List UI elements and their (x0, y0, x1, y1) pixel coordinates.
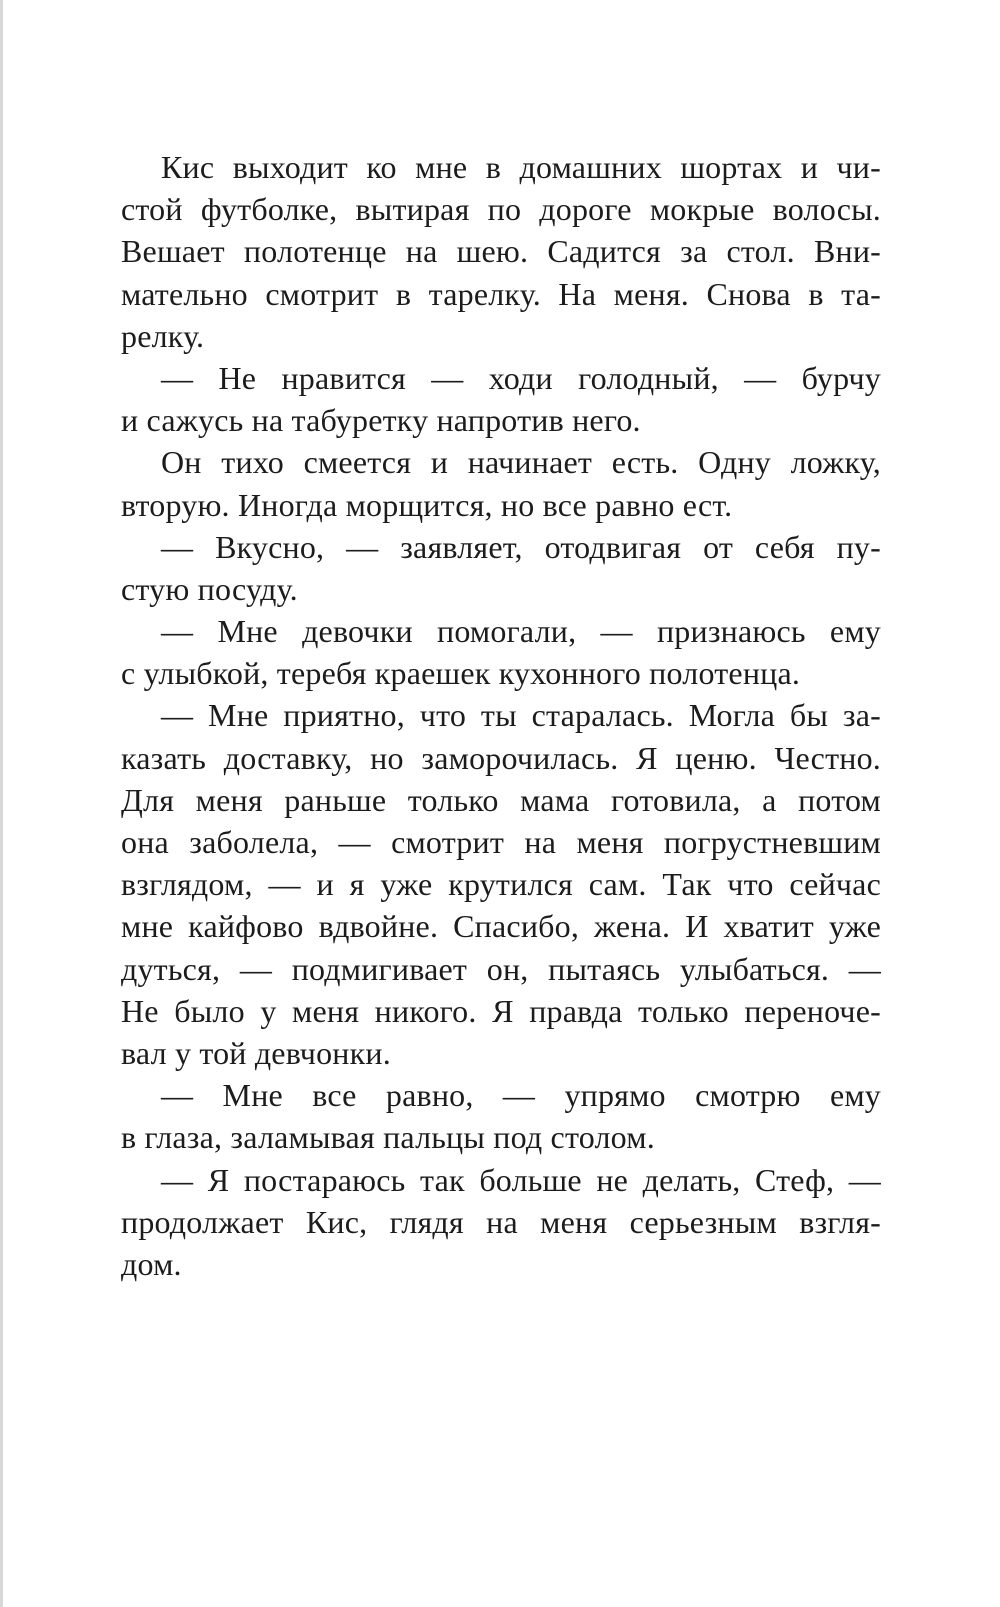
text-line: — Вкусно, — заявляет, отодвигая от себя пу- (161, 528, 881, 565)
paragraph-2 (121, 357, 881, 441)
text-line: мательно смотрит в тарелку. На меня. Снова в та- (121, 275, 881, 312)
text-line: дом. (121, 1245, 182, 1282)
text-line: — Я постараюсь так больше не делать, Стеф, — (161, 1161, 881, 1198)
text-line: Кис выходит ко мне в домашних шортах и чи- (161, 149, 881, 185)
text-line: продолжает Кис, глядя на меня серьезным взгля- (121, 1203, 881, 1240)
text-line: она заболела, — смотрит на меня погрустневшим (121, 824, 881, 860)
text-line: — Не нравится — ходи голодный, — бурчу (161, 359, 881, 396)
paragraph-7 (121, 1074, 881, 1158)
text-line: взглядом, — и я уже крутился сам. Так что сейчас (121, 866, 881, 903)
text-line: — Мне приятно, что ты старалась. Могла бы за- (161, 697, 881, 734)
text-line: Вешает полотенце на шею. Садится за стол. Вни- (121, 233, 881, 270)
page-text (121, 146, 881, 1285)
text-line: мне кайфово вдвойне. Спасибо, жена. И хватит уже (121, 908, 881, 945)
text-line: Не было у меня никого. Я правда только переноче- (121, 992, 881, 1029)
text-line: Для меня раньше только мама готовила, а потом (121, 781, 881, 818)
paragraph-8 (121, 1159, 881, 1286)
text-line: — Мне все равно, — упрямо смотрю ему (161, 1077, 881, 1114)
text-line: стой футболке, вытирая по дороге мокрые волосы. (121, 191, 881, 228)
text-line: в глаза, заламывая пальцы под столом. (121, 1119, 655, 1156)
text-line: вал у той девчонки. (121, 1034, 391, 1071)
paragraph-6 (121, 694, 881, 1074)
text-line: казать доставку, но заморочилась. Я ценю. Честно. (121, 739, 881, 776)
text-line: с улыбкой, теребя краешек кухонного полотенца. (121, 655, 801, 692)
text-line: вторую. Иногда морщится, но все равно ест. (121, 486, 733, 523)
paragraph-4 (121, 526, 881, 610)
paragraph-1 (121, 146, 881, 357)
text-line: стую посуду. (121, 570, 298, 607)
text-line: релку. (121, 317, 205, 354)
text-line: — Мне девочки помогали, — признаюсь ему (161, 613, 881, 650)
text-line: дуться, — подмигивает он, пытаясь улыбаться. — (121, 950, 881, 987)
text-line: Он тихо смеется и начинает есть. Одну ложку, (161, 444, 881, 481)
paragraph-3 (121, 441, 881, 525)
paragraph-5 (121, 610, 881, 694)
text-line: и сажусь на табуретку напротив него. (121, 402, 641, 439)
